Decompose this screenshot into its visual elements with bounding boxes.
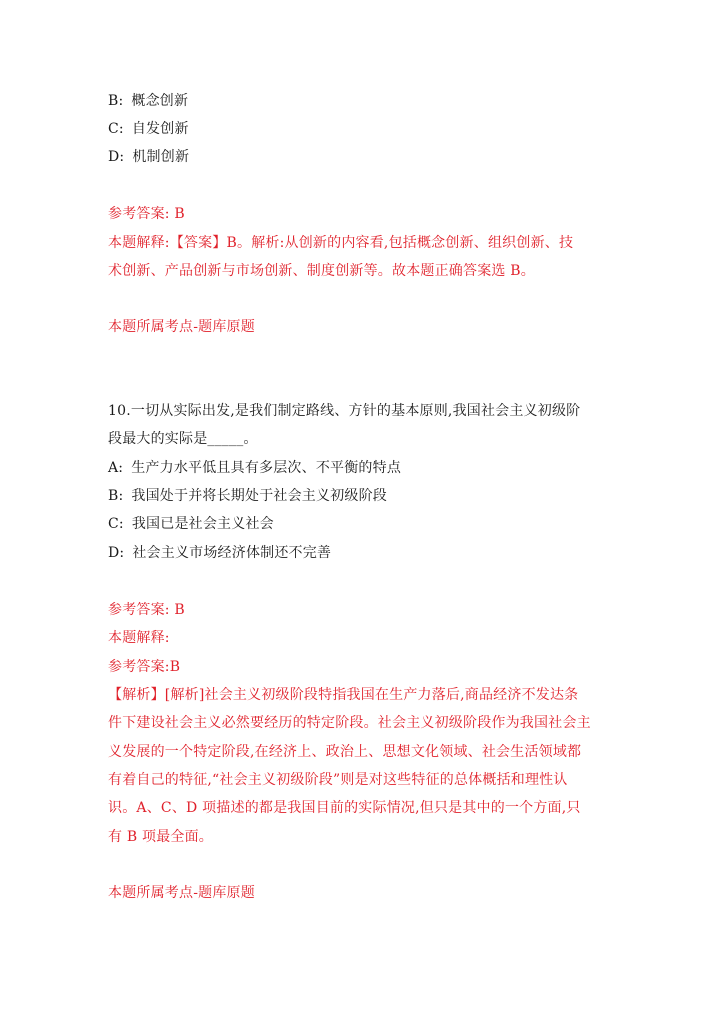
q9-answer: 参考答案: B bbox=[108, 206, 185, 222]
option-text: 我国处于并将长期处于社会主义初级阶段 bbox=[131, 488, 388, 504]
q9-option-d bbox=[108, 143, 613, 172]
option-label: B: bbox=[108, 488, 124, 504]
option-text: 概念创新 bbox=[131, 93, 189, 109]
q10-analysis-line: 识。A、C、D 项描述的都是我国目前的实际情况,但只是其中的一个方面,只 bbox=[108, 800, 581, 816]
q9-explanation-line: 本题解释:【答案】B。解析:从创新的内容看,包括概念创新、组织创新、技 bbox=[108, 235, 574, 251]
q10-option-a bbox=[108, 454, 613, 483]
q9-explanation-line: 术创新、产品创新与市场创新、制度创新等。故本题正确答案选 B。 bbox=[108, 263, 535, 279]
q10-analysis-line: 义发展的一个特定阶段,在经济上、政治上、思想文化领域、社会生活领域都 bbox=[108, 744, 582, 760]
option-label: D: bbox=[108, 545, 125, 561]
option-label: C: bbox=[108, 121, 124, 137]
q10-explanation-label: 本题解释: bbox=[108, 630, 170, 646]
q10-question-line: 10.一切从实际出发,是我们制定路线、方针的基本原则,我国社会主义初级阶 bbox=[108, 403, 581, 419]
q10-answer: 参考答案: B bbox=[108, 602, 185, 618]
option-text: 机制创新 bbox=[132, 149, 190, 165]
q9-option-c bbox=[108, 115, 613, 144]
q9-source: 本题所属考点-题库原题 bbox=[108, 319, 255, 335]
option-label: A: bbox=[108, 460, 124, 476]
q10-analysis-line: 件下建设社会主义必然要经历的特定阶段。社会主义初级阶段作为我国社会主 bbox=[108, 715, 591, 731]
q10-answer-repeat: 参考答案:B bbox=[108, 659, 181, 675]
q10-source: 本题所属考点-题库原题 bbox=[108, 885, 255, 901]
option-text: 自发创新 bbox=[131, 121, 189, 137]
option-label: C: bbox=[108, 516, 124, 532]
q9-option-b bbox=[108, 87, 613, 116]
option-text: 我国已是社会主义社会 bbox=[131, 516, 274, 532]
option-text: 社会主义市场经济体制还不完善 bbox=[132, 545, 332, 561]
option-label: D: bbox=[108, 149, 125, 165]
q10-option-b bbox=[108, 482, 613, 511]
q10-analysis-line: 【解析】[解析]社会主义初级阶段特指我国在生产力落后,商品经济不发达条 bbox=[108, 687, 579, 703]
option-text: 生产力水平低且具有多层次、不平衡的特点 bbox=[131, 460, 402, 476]
q10-option-c bbox=[108, 510, 613, 539]
q10-analysis-line: 有 B 项最全面。 bbox=[108, 829, 213, 845]
q10-question-line: 段最大的实际是_____。 bbox=[108, 431, 258, 447]
q10-analysis-line: 有着自己的特征,“社会主义初级阶段”则是对这些特征的总体概括和理性认 bbox=[108, 772, 568, 788]
q10-option-d bbox=[108, 539, 613, 568]
option-label: B: bbox=[108, 93, 124, 109]
